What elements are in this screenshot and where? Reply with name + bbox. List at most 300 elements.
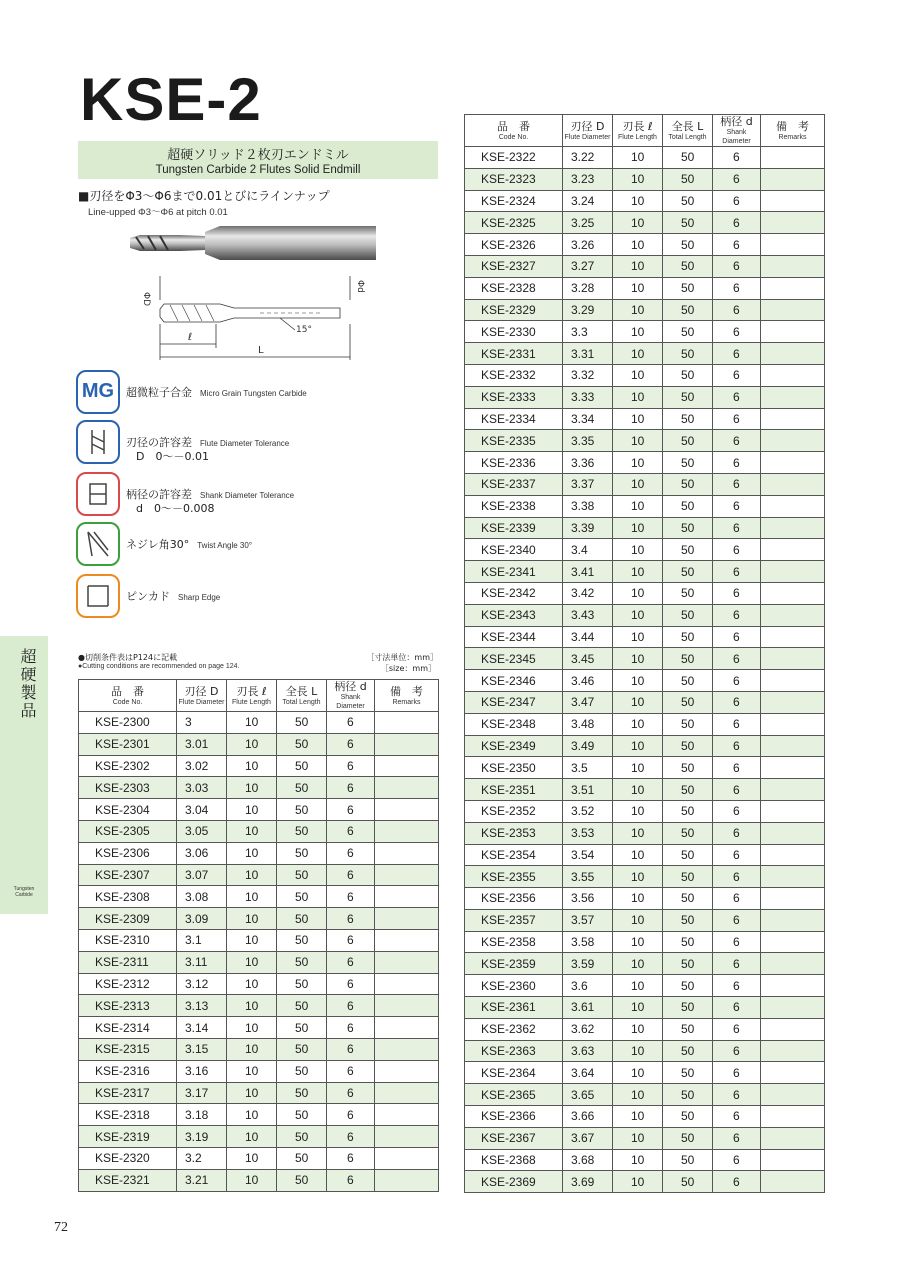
flute-diameter-icon — [76, 420, 120, 464]
remarks-cell — [761, 648, 825, 670]
shank-diameter-cell: 6 — [713, 604, 761, 626]
table-row — [79, 733, 439, 755]
unit-en: ［size：mm］ — [380, 664, 436, 673]
total-length-cell: 50 — [663, 430, 713, 452]
flute-length-cell: 10 — [613, 1084, 663, 1106]
shank-diameter-cell: 6 — [327, 973, 375, 995]
flute-length-cell: 10 — [613, 1171, 663, 1193]
total-length-cell: 50 — [663, 147, 713, 169]
shank-diameter-cell: 6 — [713, 234, 761, 256]
flute-diameter-cell: 3.24 — [563, 190, 613, 212]
total-length-cell: 50 — [663, 931, 713, 953]
phi-d-label: Φd — [355, 280, 365, 293]
table-row — [465, 430, 825, 452]
code-cell: KSE-2367 — [465, 1127, 563, 1149]
code-cell: KSE-2359 — [465, 953, 563, 975]
total-length-cell: 50 — [277, 1082, 327, 1104]
total-length-cell: 50 — [277, 712, 327, 734]
remarks-cell — [761, 931, 825, 953]
header-flute-diameter: 刃径 D Flute Diameter — [177, 680, 227, 712]
total-length-cell: 50 — [277, 777, 327, 799]
remarks-cell — [375, 777, 439, 799]
shank-diameter-cell: 6 — [713, 1106, 761, 1128]
table-row — [79, 842, 439, 864]
remarks-cell — [375, 1060, 439, 1082]
total-length-cell: 50 — [663, 212, 713, 234]
remarks-cell — [375, 908, 439, 930]
remarks-cell — [761, 757, 825, 779]
table-row — [79, 712, 439, 734]
table-row — [79, 1060, 439, 1082]
total-length-cell: 50 — [277, 1038, 327, 1060]
shank-diameter-cell: 6 — [327, 951, 375, 973]
remarks-cell — [375, 1104, 439, 1126]
flute-length-cell: 10 — [227, 1104, 277, 1126]
remarks-cell — [375, 1169, 439, 1191]
shank-diameter-cell: 6 — [713, 866, 761, 888]
total-length-cell: 50 — [663, 539, 713, 561]
table-row — [465, 234, 825, 256]
product-title: KSE-2 — [80, 66, 262, 133]
code-cell: KSE-2322 — [465, 147, 563, 169]
code-cell: KSE-2356 — [465, 888, 563, 910]
remarks-cell — [375, 733, 439, 755]
flute-length-cell: 10 — [613, 757, 663, 779]
flute-length-cell: 10 — [613, 561, 663, 583]
code-cell: KSE-2308 — [79, 886, 177, 908]
remarks-cell — [761, 1149, 825, 1171]
table-row — [465, 168, 825, 190]
code-cell: KSE-2312 — [79, 973, 177, 995]
total-length-cell: 50 — [663, 364, 713, 386]
header-remarks: 備 考 Remarks — [375, 680, 439, 712]
flute-length-cell: 10 — [227, 1038, 277, 1060]
table-row — [79, 1169, 439, 1191]
sharp-edge-icon — [76, 574, 120, 618]
code-cell: KSE-2351 — [465, 779, 563, 801]
code-cell: KSE-2336 — [465, 452, 563, 474]
header-code: 品 番 Code No. — [79, 680, 177, 712]
shank-diameter-cell: 6 — [327, 908, 375, 930]
flute-length-cell: 10 — [613, 582, 663, 604]
code-cell: KSE-2328 — [465, 277, 563, 299]
cutting-note-en: ●Cutting conditions are recommended on page 124. — [78, 663, 240, 670]
remarks-cell — [761, 561, 825, 583]
shank-diameter-cell: 6 — [713, 517, 761, 539]
total-length-cell: 50 — [663, 321, 713, 343]
code-cell: KSE-2342 — [465, 582, 563, 604]
remarks-cell — [761, 800, 825, 822]
flute-diameter-cell: 3.16 — [177, 1060, 227, 1082]
table-notes — [78, 652, 438, 673]
table-row — [465, 1084, 825, 1106]
flute-diameter-cell: 3.46 — [563, 670, 613, 692]
flute-diameter-cell: 3.51 — [563, 779, 613, 801]
total-length-cell: 50 — [277, 1169, 327, 1191]
code-cell: KSE-2316 — [79, 1060, 177, 1082]
total-length-cell: 50 — [663, 582, 713, 604]
code-cell: KSE-2362 — [465, 1018, 563, 1040]
flute-diameter-cell: 3.29 — [563, 299, 613, 321]
total-length-cell: 50 — [663, 386, 713, 408]
flute-diameter-cell: 3.07 — [177, 864, 227, 886]
header-remarks: 備 考 Remarks — [761, 115, 825, 147]
twist-angle-icon — [76, 522, 120, 566]
total-length-cell: 50 — [663, 1149, 713, 1171]
shank-diameter-cell: 6 — [713, 626, 761, 648]
table-row — [79, 973, 439, 995]
feature-label-jp: 刃径の許容差 — [126, 436, 192, 449]
flute-diameter-cell: 3.61 — [563, 997, 613, 1019]
code-cell: KSE-2334 — [465, 408, 563, 430]
code-cell: KSE-2329 — [465, 299, 563, 321]
shank-diameter-cell: 6 — [713, 1084, 761, 1106]
flute-diameter-cell: 3.18 — [177, 1104, 227, 1126]
flute-diameter-cell: 3.64 — [563, 1062, 613, 1084]
table-row — [465, 147, 825, 169]
total-length-cell: 50 — [277, 755, 327, 777]
code-cell: KSE-2343 — [465, 604, 563, 626]
shank-diameter-cell: 6 — [327, 1060, 375, 1082]
table-row — [465, 539, 825, 561]
total-length-cell: 50 — [277, 864, 327, 886]
remarks-cell — [761, 147, 825, 169]
table-row — [465, 735, 825, 757]
shank-diameter-cell: 6 — [713, 343, 761, 365]
code-cell: KSE-2320 — [79, 1147, 177, 1169]
flute-length-cell: 10 — [613, 691, 663, 713]
remarks-cell — [761, 539, 825, 561]
subtitle-band — [78, 141, 438, 179]
flute-diameter-cell: 3.26 — [563, 234, 613, 256]
flute-diameter-cell: 3.54 — [563, 844, 613, 866]
flute-length-cell: 10 — [227, 733, 277, 755]
flute-length-cell: 10 — [613, 539, 663, 561]
flute-length-cell: 10 — [227, 1126, 277, 1148]
total-length-cell: 50 — [277, 1147, 327, 1169]
remarks-cell — [375, 864, 439, 886]
total-length-cell: 50 — [663, 648, 713, 670]
table-row — [465, 670, 825, 692]
feature-label-jp: ピンカド — [126, 590, 170, 603]
flute-diameter-cell: 3.49 — [563, 735, 613, 757]
total-length-cell: 50 — [277, 973, 327, 995]
remarks-cell — [761, 953, 825, 975]
shank-diameter-cell: 6 — [713, 277, 761, 299]
flute-diameter-cell: 3.32 — [563, 364, 613, 386]
total-length-cell: 50 — [663, 713, 713, 735]
shank-diameter-cell: 6 — [327, 1017, 375, 1039]
flute-length-cell: 10 — [613, 953, 663, 975]
code-cell: KSE-2330 — [465, 321, 563, 343]
total-length-cell: 50 — [663, 1127, 713, 1149]
code-cell: KSE-2344 — [465, 626, 563, 648]
shank-diameter-cell: 6 — [713, 539, 761, 561]
header-total-length: 全長 L Total Length — [663, 115, 713, 147]
flute-diameter-cell: 3.14 — [177, 1017, 227, 1039]
table-row — [465, 800, 825, 822]
code-cell: KSE-2360 — [465, 975, 563, 997]
code-cell: KSE-2304 — [79, 799, 177, 821]
table-row — [465, 452, 825, 474]
flute-diameter-cell: 3.53 — [563, 822, 613, 844]
flute-length-cell: 10 — [227, 908, 277, 930]
total-length-cell: 50 — [277, 886, 327, 908]
table-row — [465, 255, 825, 277]
remarks-cell — [375, 755, 439, 777]
remarks-cell — [761, 822, 825, 844]
flute-diameter-cell: 3.13 — [177, 995, 227, 1017]
code-cell: KSE-2365 — [465, 1084, 563, 1106]
total-length-cell: 50 — [663, 1084, 713, 1106]
flute-length-cell: 10 — [227, 1017, 277, 1039]
total-length-cell: 50 — [663, 735, 713, 757]
table-row — [465, 866, 825, 888]
total-length-cell: 50 — [663, 408, 713, 430]
shank-diameter-cell: 6 — [713, 779, 761, 801]
flute-length-cell: 10 — [613, 277, 663, 299]
total-length-cell: 50 — [663, 168, 713, 190]
header-total-length: 全長 L Total Length — [277, 680, 327, 712]
feature-label-en: Sharp Edge — [178, 593, 221, 602]
flute-length-cell: 10 — [227, 842, 277, 864]
flute-diameter-cell: 3.41 — [563, 561, 613, 583]
remarks-cell — [761, 255, 825, 277]
shank-diameter-cell: 6 — [327, 1169, 375, 1191]
total-length-cell: 50 — [663, 1062, 713, 1084]
table-row — [79, 864, 439, 886]
remarks-cell — [375, 995, 439, 1017]
total-length-cell: 50 — [663, 909, 713, 931]
code-cell: KSE-2324 — [465, 190, 563, 212]
remarks-cell — [375, 973, 439, 995]
table-row — [465, 626, 825, 648]
flute-length-cell: 10 — [613, 321, 663, 343]
flute-length-cell: 10 — [227, 777, 277, 799]
total-length-cell: 50 — [663, 866, 713, 888]
total-length-cell: 50 — [663, 1106, 713, 1128]
table-row — [465, 953, 825, 975]
remarks-cell — [761, 779, 825, 801]
code-cell: KSE-2335 — [465, 430, 563, 452]
remarks-cell — [761, 1084, 825, 1106]
total-length-cell: 50 — [277, 1060, 327, 1082]
shank-diameter-cell: 6 — [713, 495, 761, 517]
remarks-cell — [761, 844, 825, 866]
code-cell: KSE-2337 — [465, 473, 563, 495]
remarks-cell — [761, 582, 825, 604]
flute-length-cell: 10 — [613, 1149, 663, 1171]
header-shank-diameter: 柄径 d Shank Diameter — [327, 680, 375, 712]
total-length-cell: 50 — [663, 452, 713, 474]
code-cell: KSE-2357 — [465, 909, 563, 931]
remarks-cell — [761, 386, 825, 408]
shank-diameter-cell: 6 — [713, 212, 761, 234]
flute-diameter-cell: 3 — [177, 712, 227, 734]
code-cell: KSE-2307 — [79, 864, 177, 886]
mg-icon: MG — [76, 370, 120, 414]
remarks-cell — [761, 473, 825, 495]
flute-length-cell: 10 — [613, 452, 663, 474]
code-cell: KSE-2345 — [465, 648, 563, 670]
total-length-cell: 50 — [663, 691, 713, 713]
shank-diameter-icon — [76, 472, 120, 516]
flute-length-cell: 10 — [613, 1040, 663, 1062]
table-row — [465, 844, 825, 866]
table-row — [465, 408, 825, 430]
shank-diameter-cell: 6 — [713, 561, 761, 583]
flute-diameter-cell: 3.21 — [177, 1169, 227, 1191]
code-cell: KSE-2303 — [79, 777, 177, 799]
code-cell: KSE-2309 — [79, 908, 177, 930]
remarks-cell — [761, 604, 825, 626]
shank-diameter-cell: 6 — [327, 1126, 375, 1148]
code-cell: KSE-2333 — [465, 386, 563, 408]
remarks-cell — [375, 820, 439, 842]
total-length-cell: 50 — [277, 842, 327, 864]
flute-diameter-cell: 3.52 — [563, 800, 613, 822]
feature-label-en: Twist Angle 30° — [197, 541, 253, 550]
flute-length-cell: 10 — [613, 234, 663, 256]
flute-length-cell: 10 — [613, 473, 663, 495]
shank-diameter-cell: 6 — [327, 777, 375, 799]
remarks-cell — [375, 886, 439, 908]
shank-diameter-cell: 6 — [713, 800, 761, 822]
flute-diameter-cell: 3.05 — [177, 820, 227, 842]
flute-diameter-cell: 3.66 — [563, 1106, 613, 1128]
flute-diameter-cell: 3.4 — [563, 539, 613, 561]
total-length-cell: 50 — [663, 495, 713, 517]
feature-label-jp: 柄径の許容差 — [126, 488, 192, 501]
table-row — [465, 888, 825, 910]
remarks-cell — [761, 212, 825, 234]
total-length-cell: 50 — [663, 822, 713, 844]
flute-diameter-cell: 3.15 — [177, 1038, 227, 1060]
flute-length-cell: 10 — [613, 517, 663, 539]
code-cell: KSE-2368 — [465, 1149, 563, 1171]
flute-diameter-cell: 3.5 — [563, 757, 613, 779]
code-cell: KSE-2352 — [465, 800, 563, 822]
remarks-cell — [375, 1038, 439, 1060]
angle-label: 15° — [296, 325, 312, 335]
dimension-diagram — [130, 270, 380, 366]
remarks-cell — [761, 430, 825, 452]
flute-diameter-cell: 3.28 — [563, 277, 613, 299]
remarks-cell — [761, 975, 825, 997]
flute-length-cell: 10 — [613, 190, 663, 212]
code-cell: KSE-2358 — [465, 931, 563, 953]
lineup-jp: ■刃径をΦ3～Φ6まで0.01とびにラインナップ — [78, 189, 330, 203]
flute-length-cell: 10 — [613, 800, 663, 822]
table-row — [79, 1104, 439, 1126]
table-row — [465, 1171, 825, 1193]
shank-diameter-cell: 6 — [713, 670, 761, 692]
table-row — [465, 277, 825, 299]
table-row — [465, 212, 825, 234]
flute-diameter-cell: 3.44 — [563, 626, 613, 648]
remarks-cell — [761, 1127, 825, 1149]
flute-diameter-cell: 3.2 — [177, 1147, 227, 1169]
flute-length-cell: 10 — [613, 888, 663, 910]
flute-length-cell: 10 — [227, 864, 277, 886]
shank-diameter-cell: 6 — [327, 712, 375, 734]
remarks-cell — [761, 670, 825, 692]
remarks-cell — [761, 691, 825, 713]
flute-diameter-cell: 3.25 — [563, 212, 613, 234]
shank-diameter-cell: 6 — [327, 733, 375, 755]
remarks-cell — [761, 1040, 825, 1062]
code-cell: KSE-2302 — [79, 755, 177, 777]
table-row — [79, 886, 439, 908]
code-cell: KSE-2327 — [465, 255, 563, 277]
shank-diameter-cell: 6 — [713, 1171, 761, 1193]
subtitle-en: Tungsten Carbide 2 Flutes Solid Endmill — [155, 164, 361, 176]
flute-diameter-cell: 3.11 — [177, 951, 227, 973]
total-length-cell: 50 — [663, 997, 713, 1019]
code-cell: KSE-2354 — [465, 844, 563, 866]
table-row — [465, 931, 825, 953]
table-row — [79, 929, 439, 951]
total-length-cell: 50 — [663, 234, 713, 256]
remarks-cell — [375, 1147, 439, 1169]
total-length-cell: 50 — [663, 277, 713, 299]
shank-diameter-cell: 6 — [327, 1082, 375, 1104]
flute-length-label: ℓ — [188, 332, 193, 343]
flute-diameter-cell: 3.35 — [563, 430, 613, 452]
total-length-cell: 50 — [277, 1017, 327, 1039]
flute-diameter-cell: 3.36 — [563, 452, 613, 474]
flute-length-cell: 10 — [227, 755, 277, 777]
flute-diameter-cell: 3.63 — [563, 1040, 613, 1062]
table-row — [465, 713, 825, 735]
shank-diameter-cell: 6 — [713, 691, 761, 713]
total-length-cell: 50 — [277, 799, 327, 821]
table-row — [465, 604, 825, 626]
total-length-cell: 50 — [663, 1018, 713, 1040]
shank-diameter-cell: 6 — [327, 995, 375, 1017]
flute-length-cell: 10 — [227, 929, 277, 951]
remarks-cell — [761, 234, 825, 256]
total-length-cell: 50 — [663, 757, 713, 779]
total-length-cell: 50 — [277, 1104, 327, 1126]
flute-length-cell: 10 — [613, 1018, 663, 1040]
table-row — [465, 299, 825, 321]
remarks-cell — [761, 866, 825, 888]
flute-diameter-cell: 3.43 — [563, 604, 613, 626]
flute-diameter-cell: 3.04 — [177, 799, 227, 821]
table-row — [465, 779, 825, 801]
flute-diameter-cell: 3.58 — [563, 931, 613, 953]
shank-diameter-cell: 6 — [713, 408, 761, 430]
code-cell: KSE-2364 — [465, 1062, 563, 1084]
subtitle-jp: 超硬ソリッド２枚刃エンドミル — [167, 148, 349, 163]
header-code: 品 番 Code No. — [465, 115, 563, 147]
flute-diameter-cell: 3.31 — [563, 343, 613, 365]
shank-diameter-cell: 6 — [327, 799, 375, 821]
shank-diameter-cell: 6 — [327, 929, 375, 951]
total-length-cell: 50 — [277, 1126, 327, 1148]
flute-diameter-cell: 3.59 — [563, 953, 613, 975]
shank-diameter-cell: 6 — [713, 364, 761, 386]
flute-length-cell: 10 — [613, 909, 663, 931]
remarks-cell — [761, 1062, 825, 1084]
flute-length-cell: 10 — [227, 995, 277, 1017]
flute-diameter-cell: 3.22 — [563, 147, 613, 169]
total-length-cell: 50 — [663, 190, 713, 212]
shank-diameter-cell: 6 — [713, 975, 761, 997]
spec-table-left — [78, 679, 439, 1192]
code-cell: KSE-2321 — [79, 1169, 177, 1191]
